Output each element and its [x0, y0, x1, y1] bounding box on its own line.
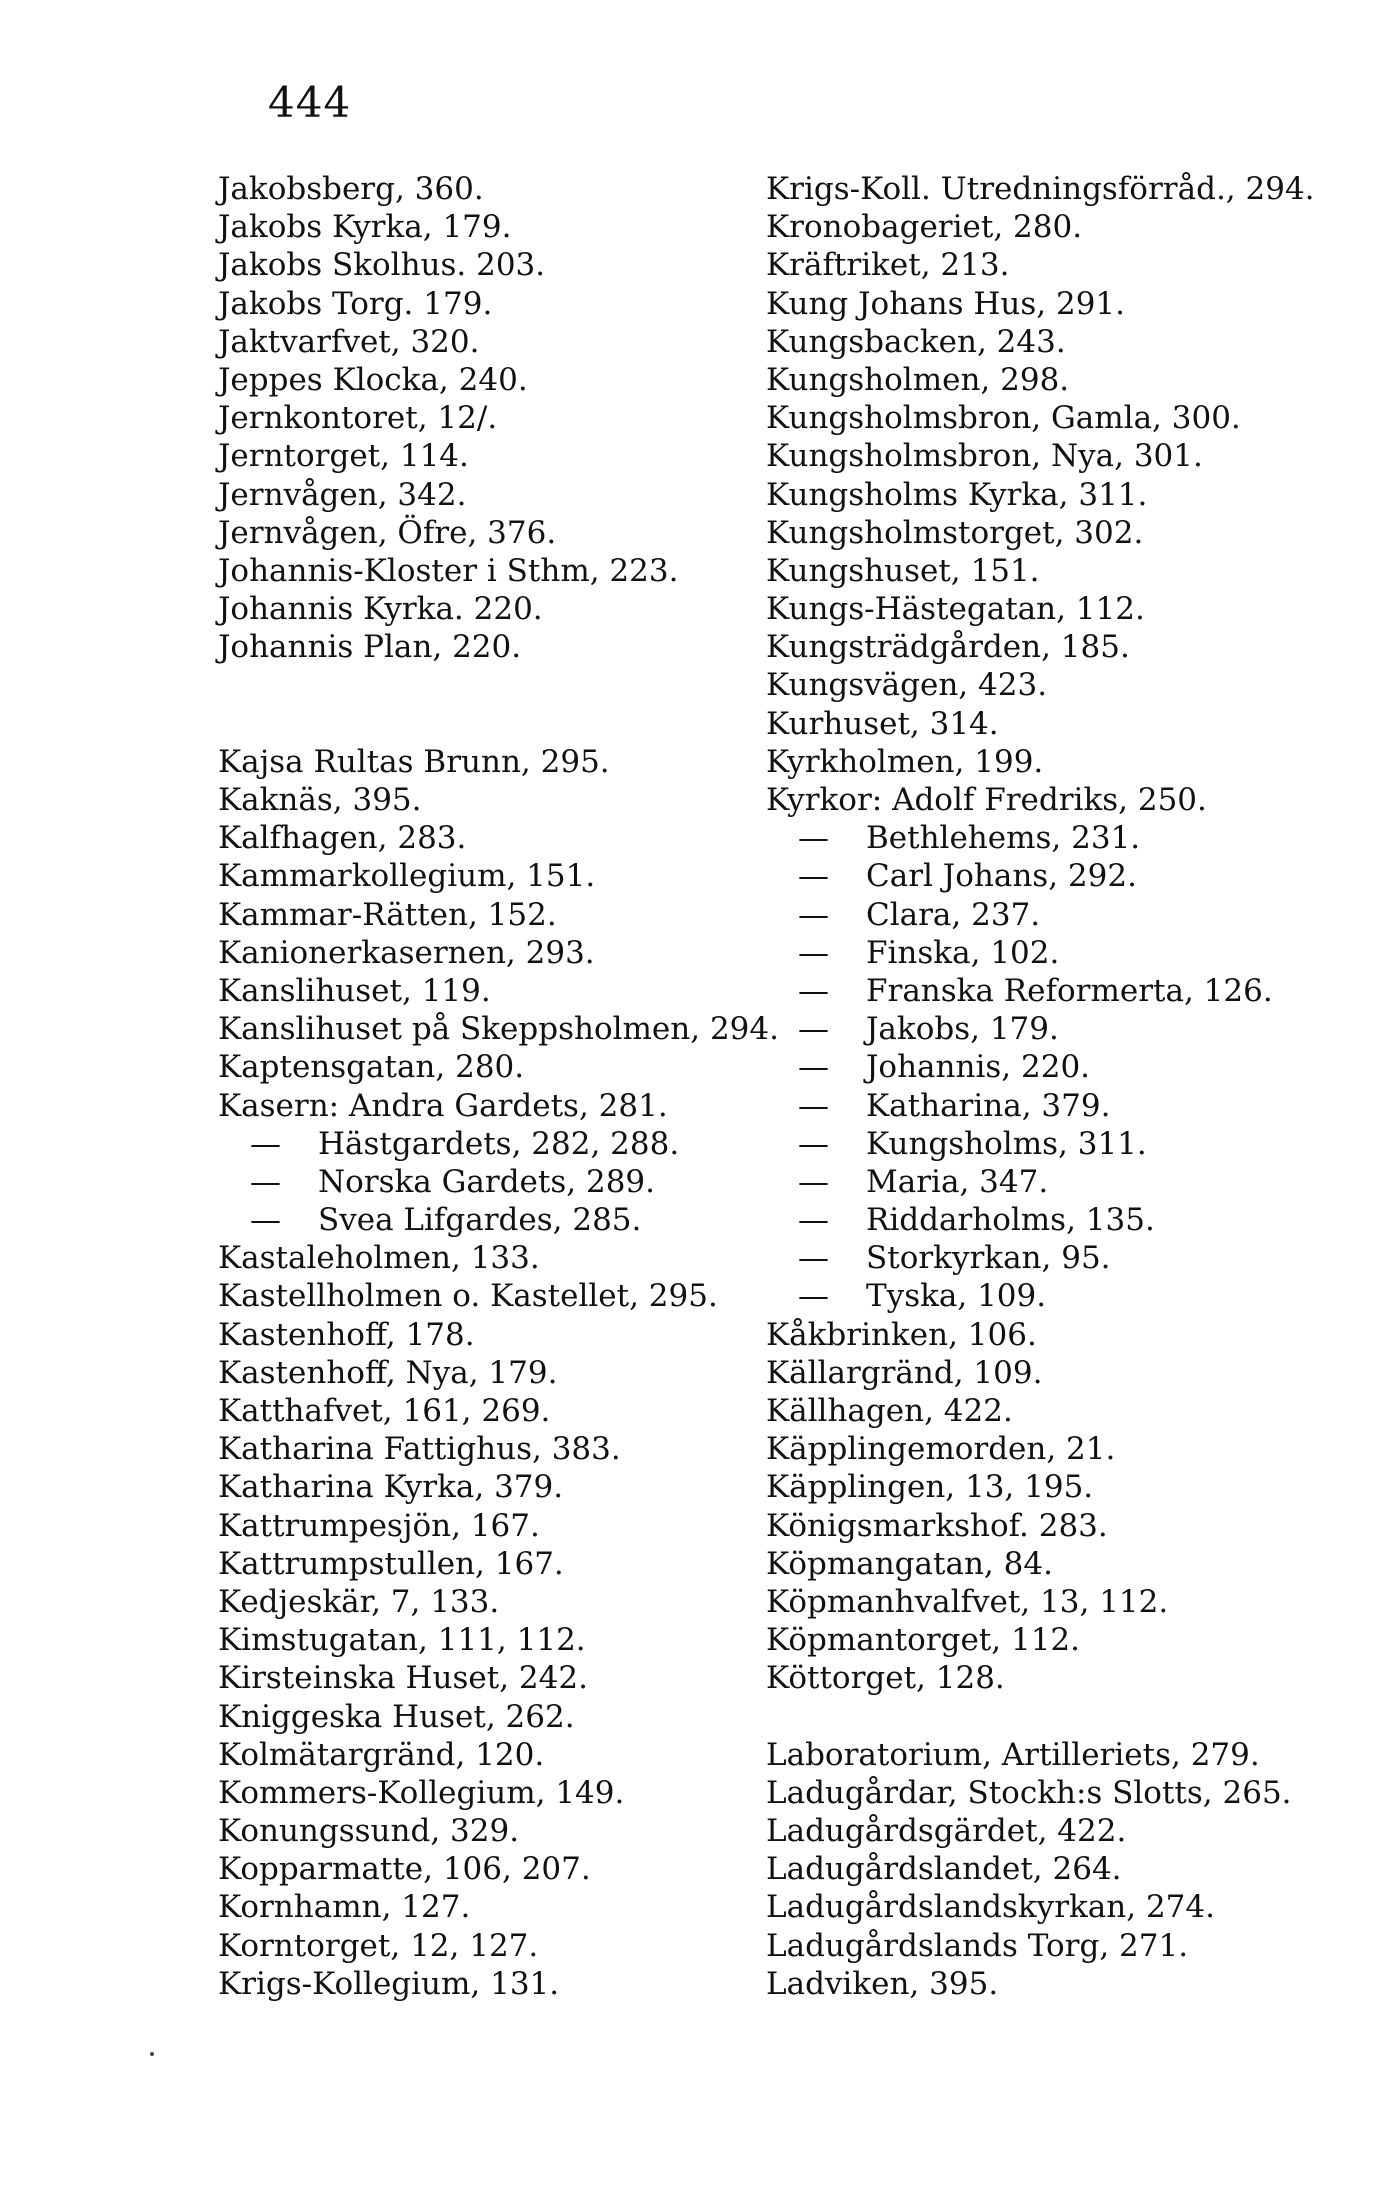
index-entry-text: Kastaleholmen, 133.: [218, 1240, 540, 1277]
index-entry: [218, 1583, 778, 1621]
index-entry-text: Kattrumpesjön, 167.: [218, 1507, 540, 1544]
index-entry-text: Katharina Fattighus, 383.: [218, 1431, 621, 1468]
section-gap: [218, 666, 778, 704]
index-entry: [218, 1888, 778, 1926]
continuation-dash: —: [798, 1163, 829, 1200]
index-entry-text: Kanslihuset, 119.: [218, 972, 491, 1009]
continuation-dash: —: [798, 896, 829, 933]
index-entry: [766, 1087, 1346, 1125]
index-entry: [766, 170, 1346, 208]
index-entry: [766, 361, 1346, 399]
index-entry-text: Kungsholmsbron, Nya, 301.: [766, 438, 1203, 475]
index-entry-text: Kungsholmen, 298.: [766, 361, 1070, 398]
index-entry-text: Kammar-Rätten, 152.: [218, 896, 557, 933]
index-entry: [766, 1583, 1346, 1621]
index-entry-text: Laboratorium, Artilleriets, 279.: [766, 1736, 1260, 1773]
index-entry-text: Norska Gardets, 289.: [318, 1163, 655, 1200]
index-entry-text: Jerntorget, 114.: [218, 438, 469, 475]
index-entry: [766, 246, 1346, 284]
continuation-dash: —: [250, 1125, 281, 1162]
index-entry-text: Ladugårdslandskyrkan, 274.: [766, 1889, 1215, 1926]
index-entry: [218, 1812, 778, 1850]
index-entry: [766, 1316, 1346, 1354]
continuation-dash: —: [798, 1278, 829, 1315]
index-entry-text: Kirsteinska Huset, 242.: [218, 1660, 588, 1697]
index-entry: [218, 1621, 778, 1659]
index-entry-text: Kungsvägen, 423.: [766, 667, 1048, 704]
index-entry: [766, 323, 1346, 361]
index-entry: [218, 361, 778, 399]
index-entry-text: Kungsträdgården, 185.: [766, 629, 1130, 666]
index-entry-text: Kimstugatan, 111, 112.: [218, 1622, 586, 1659]
index-entry: [218, 1010, 778, 1048]
index-entry: [218, 1927, 778, 1965]
index-entry: [218, 1316, 778, 1354]
index-entry-text: Ladugårdar, Stockh:s Slotts, 265.: [766, 1774, 1292, 1811]
index-entry: [218, 1239, 778, 1277]
index-entry: [766, 1736, 1346, 1774]
index-entry: [218, 1774, 778, 1812]
index-entry-text: Kungsholms, 311.: [866, 1125, 1147, 1162]
index-entry: [766, 972, 1346, 1010]
index-entry: [766, 1430, 1346, 1468]
index-entry-text: Maria, 347.: [866, 1163, 1049, 1200]
index-entry: [218, 1659, 778, 1697]
index-entry-text: Källargränd, 109.: [766, 1354, 1043, 1391]
index-entry-text: Kungsholms Kyrka, 311.: [766, 476, 1148, 513]
index-entry-text: Korntorget, 12, 127.: [218, 1927, 539, 1964]
index-entry-text: Kungsholmstorget, 302.: [766, 514, 1144, 551]
index-entry-text: Kattrumpstullen, 167.: [218, 1545, 564, 1582]
index-entry: [218, 552, 778, 590]
index-entry: [218, 590, 778, 628]
index-entry: [766, 1239, 1346, 1277]
index-entry-text: Hästgardets, 282, 288.: [318, 1125, 680, 1162]
index-entry-text: Kyrkor: Adolf Fredriks, 250.: [766, 782, 1207, 818]
index-entry: [218, 972, 778, 1010]
continuation-dash: —: [250, 1202, 281, 1239]
continuation-dash: —: [798, 934, 829, 971]
index-entry: [218, 323, 778, 361]
index-entry: [218, 208, 778, 246]
continuation-dash: —: [798, 858, 829, 895]
index-entry: [218, 781, 778, 819]
index-entry-text: Kyrkholmen, 199.: [766, 743, 1044, 780]
index-entry-text: Clara, 237.: [866, 896, 1041, 933]
index-entry-text: Jakobs Torg. 179.: [218, 285, 493, 322]
index-entry-text: Käpplingemorden, 21.: [766, 1431, 1116, 1468]
index-entry-text: Tyska, 109.: [866, 1278, 1047, 1315]
index-entry: [218, 1698, 778, 1736]
index-entry-text: Königsmarkshof. 283.: [766, 1507, 1108, 1544]
index-entry: [218, 1545, 778, 1583]
index-entry-text: Svea Lifgardes, 285.: [318, 1202, 642, 1239]
index-entry: [766, 666, 1346, 704]
index-entry: [766, 1468, 1346, 1506]
index-entry: [218, 514, 778, 552]
index-entry-text: Johannis, 220.: [866, 1049, 1091, 1086]
index-entry: [218, 743, 778, 781]
index-entry: [218, 896, 778, 934]
index-entry: [766, 1201, 1346, 1239]
index-entry: [218, 285, 778, 323]
index-entry: [766, 1812, 1346, 1850]
continuation-dash: —: [798, 1011, 829, 1048]
index-entry: [218, 1277, 778, 1315]
index-entry: [218, 476, 778, 514]
index-entry: [766, 1277, 1346, 1315]
index-entry: [218, 1087, 778, 1125]
index-entry: [218, 1392, 778, 1430]
index-entry-text: Kastenhoff, 178.: [218, 1316, 475, 1353]
index-entry-text: Kopparmatte, 106, 207.: [218, 1851, 591, 1888]
index-entry: [766, 590, 1346, 628]
index-entry-text: Kanslihuset på Skeppsholmen, 294.: [218, 1011, 779, 1048]
continuation-dash: —: [798, 1125, 829, 1162]
index-entry-text: Kurhuset, 314.: [766, 705, 999, 742]
index-entry-text: Kolmätargränd, 120.: [218, 1736, 545, 1773]
index-entry: [766, 1659, 1346, 1697]
index-entry-text: Kräftriket, 213.: [766, 247, 1010, 284]
continuation-dash: —: [798, 1087, 829, 1124]
index-entry-text: Ladugårdslands Torg, 271.: [766, 1927, 1189, 1964]
index-entry-text: Riddarholms, 135.: [866, 1202, 1155, 1239]
section-gap: [766, 1698, 1346, 1736]
index-entry-text: Källhagen, 422.: [766, 1393, 1013, 1429]
index-entry-text: Johannis Kyrka. 220.: [218, 591, 543, 628]
index-entry-text: Kungsholmsbron, Gamla, 300.: [766, 400, 1241, 437]
section-gap: [218, 705, 778, 743]
index-entry: [218, 399, 778, 437]
index-entry-text: Jakobs Kyrka, 179.: [218, 209, 512, 246]
index-entry-text: Ladviken, 395.: [766, 1965, 999, 2002]
print-speck: [150, 2052, 154, 2056]
index-entry: [766, 1850, 1346, 1888]
index-entry: [218, 857, 778, 895]
index-entry-text: Kammarkollegium, 151.: [218, 858, 596, 895]
index-entry-text: Kungs-Hästegatan, 112.: [766, 591, 1145, 628]
index-entry-text: Jernvågen, 342.: [218, 476, 467, 513]
index-entry: [218, 1125, 778, 1163]
index-entry: [766, 743, 1346, 781]
index-entry: [766, 781, 1346, 819]
index-entry: [766, 857, 1346, 895]
index-entry: [766, 476, 1346, 514]
index-entry-text: Kanionerkasernen, 293.: [218, 934, 595, 971]
index-entry-text: Kronobageriet, 280.: [766, 209, 1083, 246]
index-entry-text: Jernvågen, Öfre, 376.: [218, 514, 557, 551]
continuation-dash: —: [250, 1163, 281, 1200]
index-entry-text: Johannis Plan, 220.: [218, 629, 522, 666]
index-entry-text: Käpplingen, 13, 195.: [766, 1469, 1094, 1506]
index-entry: [218, 1354, 778, 1392]
continuation-dash: —: [798, 1049, 829, 1086]
index-entry-text: Kåkbrinken, 106.: [766, 1316, 1037, 1353]
index-entry-text: Johannis-Kloster i Sthm, 223.: [218, 552, 679, 589]
index-entry-text: Jakobs Skolhus. 203.: [218, 247, 546, 284]
continuation-dash: —: [798, 1240, 829, 1277]
index-entry: [766, 628, 1346, 666]
index-entry: [766, 819, 1346, 857]
index-entry: [766, 208, 1346, 246]
index-entry: [766, 514, 1346, 552]
index-entry: [766, 1048, 1346, 1086]
index-entry: [766, 399, 1346, 437]
index-entry: [766, 1010, 1346, 1048]
index-entry-text: Kungshuset, 151.: [766, 552, 1040, 589]
index-entry-text: Köpmanhvalfvet, 13, 112.: [766, 1583, 1169, 1620]
index-entry: [218, 437, 778, 475]
index-entry: [766, 934, 1346, 972]
index-entry: [766, 1125, 1346, 1163]
index-entry-text: Kornhamn, 127.: [218, 1889, 471, 1926]
index-column-left: [218, 170, 778, 2003]
index-entry: [218, 1430, 778, 1468]
index-entry-text: Kastellholmen o. Kastellet, 295.: [218, 1278, 718, 1315]
index-entry: [218, 1507, 778, 1545]
index-entry-text: Kung Johans Hus, 291.: [766, 285, 1126, 322]
index-entry-text: Franska Reformerta, 126.: [866, 972, 1273, 1009]
index-entry: [766, 1774, 1346, 1812]
continuation-dash: —: [798, 820, 829, 857]
index-entry-text: Bethlehems, 231.: [866, 820, 1141, 857]
index-entry-text: Kommers-Kollegium, 149.: [218, 1774, 625, 1811]
index-entry-text: Köpmangatan, 84.: [766, 1545, 1053, 1582]
index-entry-text: Kalfhagen, 283.: [218, 820, 467, 857]
index-entry-text: Köpmantorget, 112.: [766, 1622, 1080, 1659]
index-entry: [766, 1163, 1346, 1201]
index-entry-text: Kungsbacken, 243.: [766, 323, 1066, 360]
index-entry-text: Ladugårdslandet, 264.: [766, 1851, 1122, 1888]
index-entry-text: Katharina, 379.: [866, 1087, 1111, 1124]
index-entry-text: Storkyrkan, 95.: [866, 1240, 1111, 1277]
index-entry-text: Jeppes Klocka, 240.: [218, 361, 528, 398]
index-entry-text: Jakobs, 179.: [866, 1011, 1059, 1048]
index-entry: [218, 1201, 778, 1239]
index-entry: [218, 1736, 778, 1774]
index-column-right: [766, 170, 1346, 2003]
index-entry-text: Köttorget, 128.: [766, 1660, 1005, 1697]
index-entry: [766, 1392, 1346, 1430]
page-number: 444: [268, 78, 352, 127]
index-entry: [218, 628, 778, 666]
continuation-dash: —: [798, 1202, 829, 1239]
index-entry-text: Ladugårdsgärdet, 422.: [766, 1813, 1127, 1850]
index-entry-text: Kasern: Andra Gardets, 281.: [218, 1087, 668, 1124]
index-entry: [766, 1621, 1346, 1659]
index-entry: [766, 1354, 1346, 1392]
index-entry: [218, 246, 778, 284]
index-entry-text: Jernkontoret, 12/.: [218, 400, 498, 437]
index-entry-text: Katthafvet, 161, 269.: [218, 1393, 551, 1429]
index-entry: [766, 705, 1346, 743]
index-entry: [766, 896, 1346, 934]
index-entry-text: Katharina Kyrka, 379.: [218, 1469, 564, 1506]
index-entry-text: Kastenhoff, Nya, 179.: [218, 1354, 558, 1391]
index-entry: [766, 1965, 1346, 2003]
index-entry: [218, 1048, 778, 1086]
index-entry-text: Krigs-Koll. Utredningsförråd., 294.: [766, 171, 1315, 207]
index-entry-text: Finska, 102.: [866, 934, 1060, 971]
index-entry: [766, 285, 1346, 323]
index-entry: [766, 1507, 1346, 1545]
index-entry: [218, 1850, 778, 1888]
index-entry: [218, 934, 778, 972]
index-entry: [766, 1927, 1346, 1965]
index-entry: [218, 1965, 778, 2003]
index-entry: [766, 437, 1346, 475]
index-entry-text: Kaknäs, 395.: [218, 782, 422, 818]
index-entry-text: Kaptensgatan, 280.: [218, 1049, 525, 1086]
index-entry-text: Krigs-Kollegium, 131.: [218, 1965, 560, 2002]
index-entry: [766, 1545, 1346, 1583]
index-entry: [218, 1468, 778, 1506]
index-entry: [218, 819, 778, 857]
index-entry-text: Konungssund, 329.: [218, 1813, 520, 1850]
index-entry-text: Carl Johans, 292.: [866, 858, 1137, 895]
index-entry: [766, 552, 1346, 590]
index-entry-text: Jaktvarfvet, 320.: [218, 323, 480, 360]
index-entry: [218, 170, 778, 208]
index-entry: [218, 1163, 778, 1201]
continuation-dash: —: [798, 972, 829, 1009]
index-entry-text: Kniggeska Huset, 262.: [218, 1698, 575, 1735]
index-entry: [766, 1888, 1346, 1926]
index-entry-text: Kedjeskär, 7, 133.: [218, 1583, 500, 1620]
index-entry-text: Jakobsberg, 360.: [218, 171, 484, 207]
index-entry-text: Kajsa Rultas Brunn, 295.: [218, 743, 610, 780]
